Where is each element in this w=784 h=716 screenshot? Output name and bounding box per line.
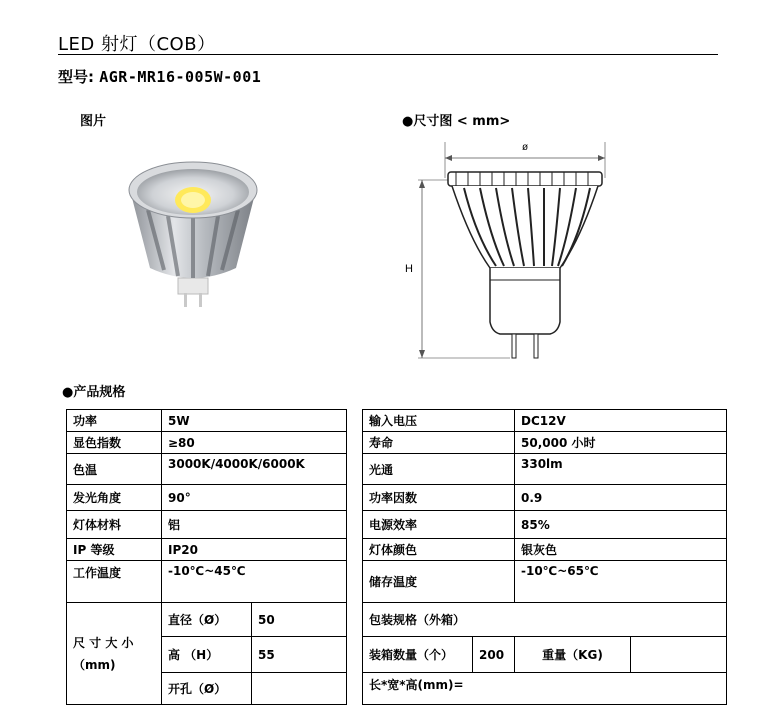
- title-divider: [58, 54, 718, 55]
- cutout-value: [252, 673, 347, 705]
- spec-value-cell: 0.9: [515, 485, 727, 511]
- table-row: [67, 410, 727, 432]
- spec-value-cell: 3000K/4000K/6000K: [162, 454, 347, 485]
- lwh-label: 长*宽*高(mm)=: [363, 673, 727, 705]
- spec-label-cell: 发光角度: [67, 485, 162, 511]
- table-row: [67, 561, 727, 603]
- spec-value-cell: -10℃~45℃: [162, 561, 347, 603]
- model-code: AGR-MR16-005W-001: [99, 68, 262, 86]
- model-prefix: 型号:: [58, 68, 94, 86]
- diameter-symbol: ø: [521, 142, 529, 153]
- size-label-cell: [67, 603, 162, 705]
- size-label-line2: （mm): [73, 657, 116, 672]
- product-photo: [118, 150, 268, 310]
- spec-label-cell: 工作温度: [67, 561, 162, 603]
- table-row: [67, 539, 727, 561]
- spec-section-label: ●产品规格: [62, 385, 126, 400]
- table-row: [67, 511, 727, 539]
- box-qty-label: 装箱数量（个）: [363, 637, 473, 673]
- spec-value-cell: 330lm: [515, 454, 727, 485]
- spec-table: [66, 409, 727, 705]
- table-row: [67, 432, 727, 454]
- box-qty-value: 200: [473, 637, 515, 673]
- weight-label: 重量（KG): [515, 637, 631, 673]
- spec-label-cell: 寿命: [363, 432, 515, 454]
- spec-value-cell: 85%: [515, 511, 727, 539]
- spec-label-cell: 光通: [363, 454, 515, 485]
- height-symbol: H: [405, 263, 413, 275]
- spec-value-cell: DC12V: [515, 410, 727, 432]
- spec-value-cell: 50,000 小时: [515, 432, 727, 454]
- table-row: [67, 673, 727, 705]
- height-value: 55: [252, 637, 347, 673]
- spec-label-cell: 显色指数: [67, 432, 162, 454]
- package-label: 包装规格（外箱）: [363, 603, 727, 637]
- page-title: LED 射灯（COB）: [58, 34, 216, 55]
- spec-value-cell: -10℃~65℃: [515, 561, 727, 603]
- spec-label-cell: 色温: [67, 454, 162, 485]
- picture-section-label: 图片: [80, 114, 107, 129]
- spec-label-cell: IP 等级: [67, 539, 162, 561]
- table-row: [67, 637, 727, 673]
- spec-label-cell: 灯体材料: [67, 511, 162, 539]
- spec-label-cell: 输入电压: [363, 410, 515, 432]
- spec-value-cell: 5W: [162, 410, 347, 432]
- spec-value-cell: 铝: [162, 511, 347, 539]
- model-line: [58, 66, 261, 87]
- size-label-line1: 尺 寸 大 小: [73, 635, 134, 650]
- spec-label-cell: 功率: [67, 410, 162, 432]
- dimension-section-label: ●尺寸图 < mm>: [402, 114, 511, 129]
- spec-label-cell: 储存温度: [363, 561, 515, 603]
- spec-value-cell: 银灰色: [515, 539, 727, 561]
- spec-label-cell: 电源效率: [363, 511, 515, 539]
- spec-value-cell: 90°: [162, 485, 347, 511]
- height-label: 高 （H）: [162, 637, 252, 673]
- table-row: [67, 603, 727, 637]
- table-row: [67, 485, 727, 511]
- table-row: [67, 454, 727, 485]
- diameter-label: 直径（Ø）: [162, 603, 252, 637]
- diameter-value: 50: [252, 603, 347, 637]
- spec-value-cell: IP20: [162, 539, 347, 561]
- spec-value-cell: ≥80: [162, 432, 347, 454]
- spec-label-cell: 功率因数: [363, 485, 515, 511]
- dimension-drawing: [400, 140, 620, 365]
- spec-label-cell: 灯体颜色: [363, 539, 515, 561]
- cutout-label: 开孔（Ø）: [162, 673, 252, 705]
- weight-value: [631, 637, 727, 673]
